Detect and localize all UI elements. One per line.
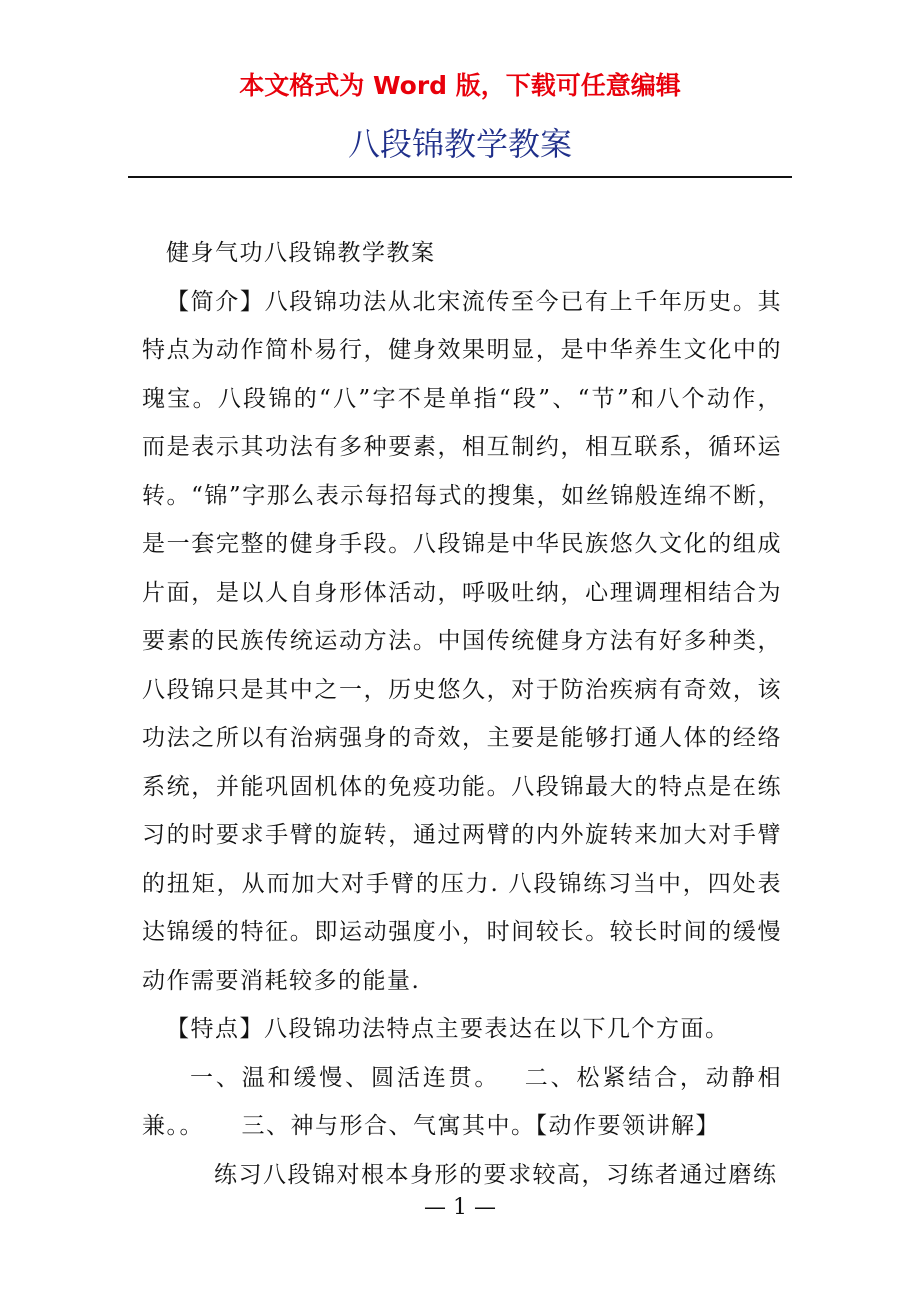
features-list-paragraph: 一、温和缓慢、圆活连贯。 二、松紧结合，动静相兼。。 三、神与形合、气寓其中。【动作要领讲解】	[142, 1064, 782, 1139]
document-body	[142, 229, 782, 1199]
format-banner: 本文格式为 Word 版，下载可任意编辑	[239, 71, 681, 100]
section-subtitle: 健身气功八段锦教学教案	[166, 240, 436, 266]
intro-paragraph: 【简介】八段锦功法从北宋流传至今已有上千年历史。其特点为动作简朴易行，健身效果明显，是中华养生文化中的瑰宝。八段锦的“八”字不是单指“段”、“节”和八个动作，而是表示其功法有多种要素，相互制约，相互联系，循环运转。“锦”字那么表示每招每式的搜集，如丝锦般连绵不断，是一套完整的健身手段。八段锦是中华民族悠久文化的组成片面，是以人自身形体活动，呼吸吐纳，心理调理相结合为要素的民族传统运动方法。中国传统健身方法有好多种类，八段锦只是其中之一，历史悠久，对于防治疾病有奇效，该功法之所以有治病强身的奇效，主要是能够打通人体的经络系统，并能巩固机体的免疫功能。八段锦最大的特点是在练习的时要求手臂的旋转，通过两臂的内外旋转来加大对手臂的扭矩，从而加大对手臂的压力. 八段锦练习当中，四处表达锦缓的特征。即运动强度小，时间较长。较长时间的缓慢动作需要消耗较多的能量.	[142, 288, 782, 994]
page-number: — 1 —	[424, 1195, 496, 1220]
document-title: 八段锦教学教案	[347, 125, 572, 163]
practice-paragraph: 练习八段锦对根本身形的要求较高，习练者通过磨练	[214, 1161, 778, 1188]
title-divider	[128, 176, 792, 178]
features-paragraph: 【特点】八段锦功法特点主要表达在以下几个方面。	[166, 1016, 730, 1042]
